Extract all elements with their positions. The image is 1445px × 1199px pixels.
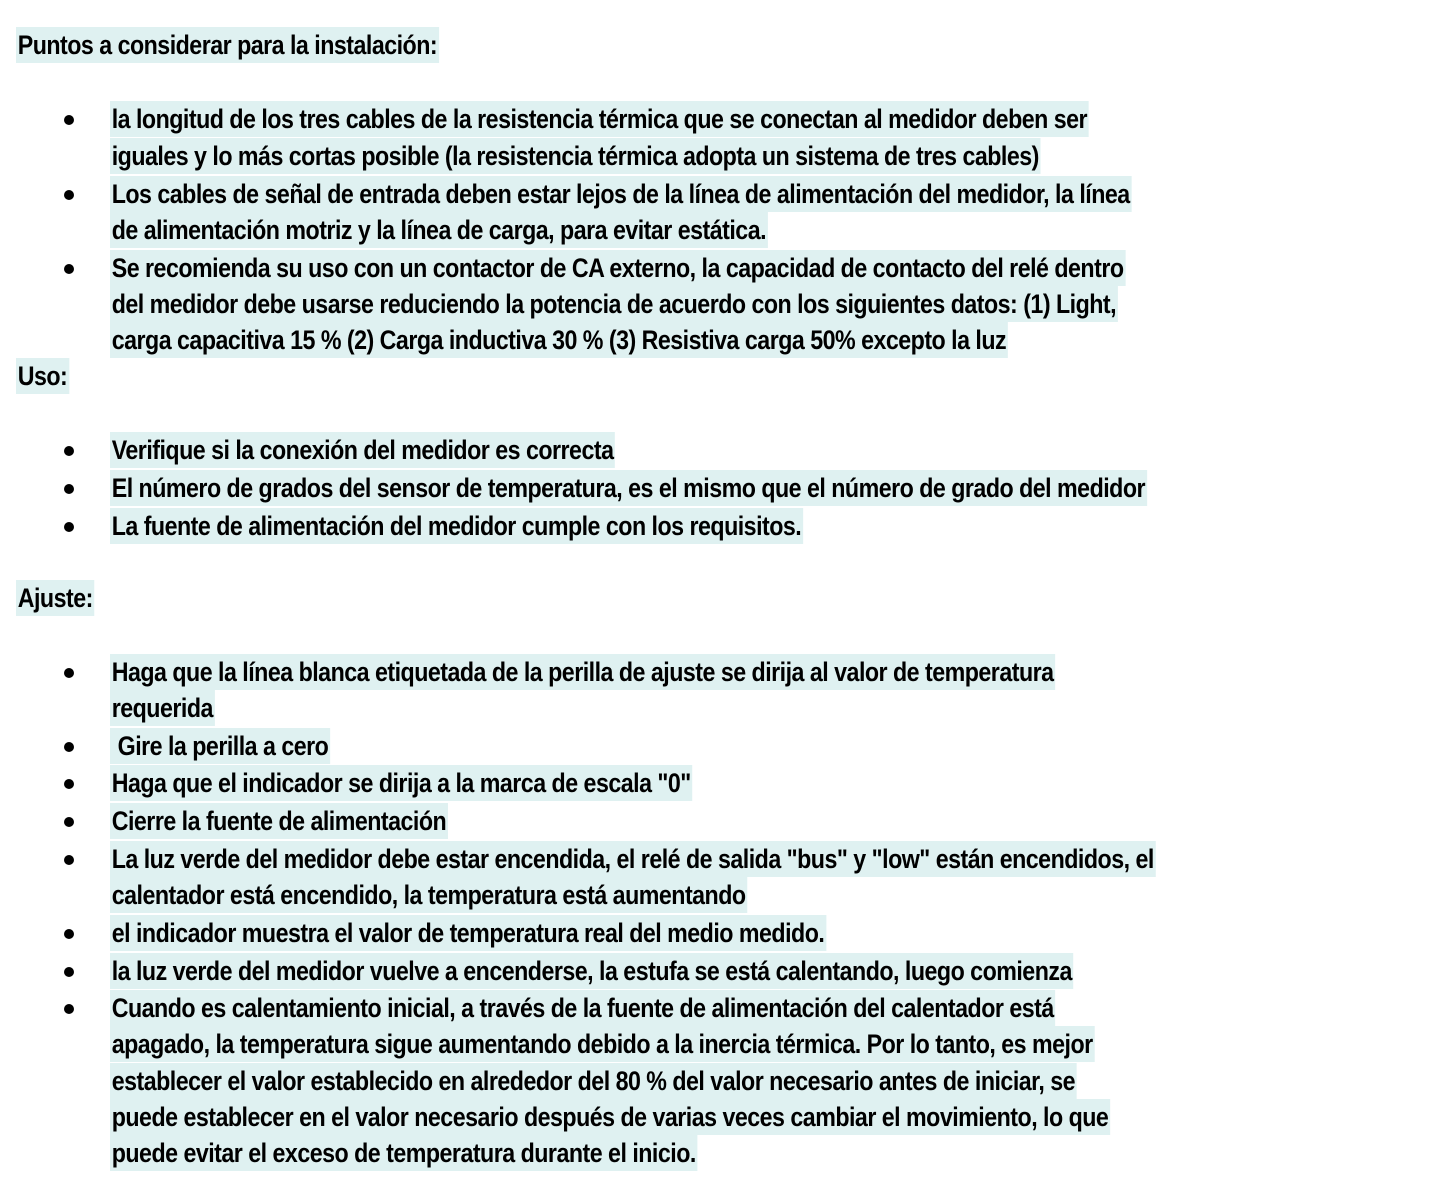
bullet-icon [64,484,74,494]
list-item-line: El número de grados del sensor de temperatura, es el mismo que el número de grado del medidor [110,470,1147,506]
list-item-line: Cuando es calentamiento inicial, a través de la fuente de alimentación del calentador está [110,990,1055,1026]
list-item-line: Haga que la línea blanca etiquetada de la perilla de ajuste se dirija al valor de temperatura [110,654,1055,690]
bullet-icon [64,855,74,865]
list-item-line: carga capacitiva 15 % (2) Carga inductiva 30 % (3) Resistiva carga 50% excepto la luz [110,322,1008,358]
list-item-line: Cierre la fuente de alimentación [110,803,448,839]
bullet-icon [64,742,74,752]
heading-text: Ajuste: [16,580,95,616]
list-item [110,654,1209,690]
list-item-line: iguales y lo más cortas posible (la resistencia térmica adopta un sistema de tres cables) [110,138,1041,174]
list-item [110,953,1230,989]
list-item [110,765,787,801]
bullet-icon [64,264,74,274]
bullet-icon [64,522,74,532]
list-item-line: de alimentación motriz y la línea de carga, para evitar estática. [110,212,768,248]
list-item [110,470,1316,506]
list-item [110,508,916,544]
list-item [110,728,366,764]
list-item-line: la luz verde del medidor vuelve a encenderse, la estufa se está calentando, luego comienza [110,953,1074,989]
list-item-line: el indicador muestra el valor de temperatura real del medio medido. [110,915,826,951]
list-item-line: La luz verde del medidor debe estar encendida, el relé de salida "bus" y "low" están encendidos, el [110,841,1156,877]
list-item-line: puede establecer en el valor necesario después de varias veces cambiar el movimiento, lo que [110,1099,1110,1135]
list-item [110,1099,1273,1135]
bullet-icon [64,668,74,678]
list-item [110,1135,793,1171]
list-item [110,1026,1255,1062]
list-item-line: establecer el valor establecido en alrededor del 80 % del valor necesario antes de iniciar, se [110,1063,1077,1099]
list-item-line: calentador está encendido, la temperatura está aumentando [110,877,747,913]
list-item-line: Haga que el indicador se dirija a la marca de escala "0" [110,765,693,801]
list-item-line: La fuente de alimentación del medidor cumple con los requisitos. [110,508,803,544]
list-item-line: la longitud de los tres cables de la resistencia térmica que se conectan al medidor deben ser [110,101,1089,137]
bullet-icon [64,779,74,789]
section-heading-instalacion [16,27,508,63]
list-item-line: Verifique si la conexión del medidor es correcta [110,432,615,468]
bullet-icon [64,967,74,977]
heading-text: Puntos a considerar para la instalación: [16,27,439,63]
list-item [110,690,232,726]
list-item-line: del medidor debe usarse reduciendo la potencia de acuerdo con los siguientes datos: (1) Light, [110,286,1118,322]
list-item [110,841,1326,877]
bullet-icon [64,817,74,827]
list-item-line: Los cables de señal de entrada deben estar lejos de la línea de alimentación del medidor, la línea [110,176,1131,212]
bullet-icon [64,929,74,939]
heading-text: Uso: [16,358,69,394]
list-item-line: Se recomienda su uso con un contactor de CA externo, la capacidad de contacto del relé dentro [110,250,1125,286]
list-item [110,1063,1234,1099]
list-item [110,176,1298,212]
list-item-line: puede evitar el exceso de temperatura durante el inicio. [110,1135,698,1171]
list-item [110,803,503,839]
bullet-icon [64,115,74,125]
list-item [110,212,875,248]
list-item [110,915,943,951]
list-item [110,322,1154,358]
bullet-icon [64,1004,74,1014]
bullet-icon [64,446,74,456]
bullet-icon [64,190,74,200]
list-item [110,432,697,468]
list-item-line: Gire la perilla a cero [110,728,330,764]
list-item [110,101,1248,137]
list-item [110,990,1209,1026]
list-item [110,138,1192,174]
list-item [110,286,1282,322]
list-item [110,877,851,913]
section-heading-uso [16,358,78,394]
section-heading-ajuste [16,580,107,616]
list-item-line: apagado, la temperatura sigue aumentando debido a la inercia térmica. Por lo tanto, es mejor [110,1026,1094,1062]
list-item-line: requerida [110,690,215,726]
list-item [110,250,1291,286]
